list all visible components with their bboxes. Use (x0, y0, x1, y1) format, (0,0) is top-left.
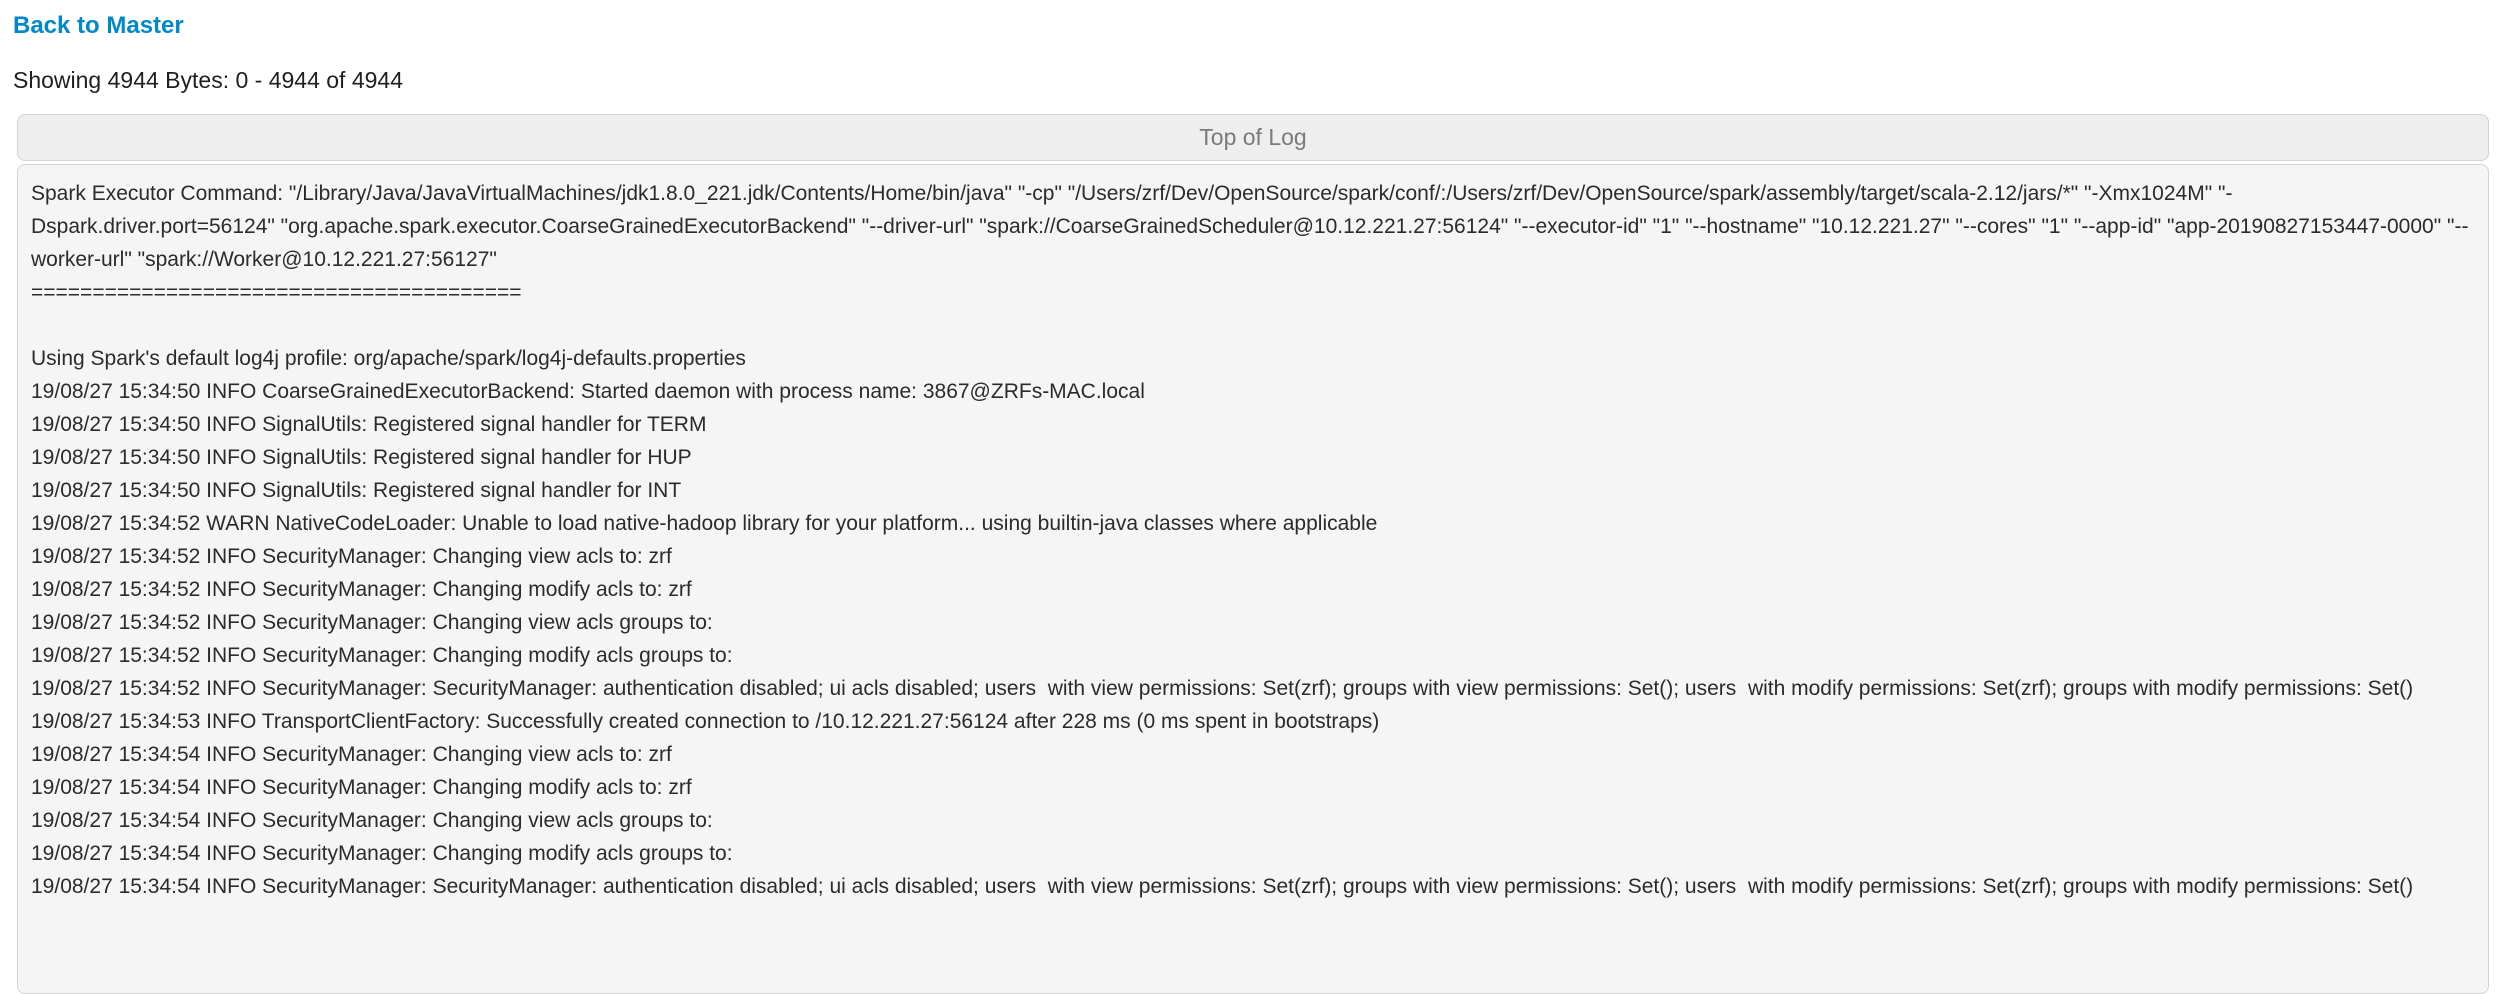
log-line: 19/08/27 15:34:54 INFO SecurityManager: SecurityManager: authentication disabled; ui acls disabled; users with view permissions: Set(zrf); groups with view permissions: Set(); users with modify permissions: Set(zrf); groups with modify permissions: Set() (31, 875, 2414, 898)
log-line: 19/08/27 15:34:53 INFO TransportClientFactory: Successfully created connection to /10.12.221.27:56124 after 228 ms (0 ms spent in bootstraps) (31, 710, 1380, 733)
log-line: 19/08/27 15:34:52 INFO SecurityManager: Changing modify acls groups to: (31, 644, 733, 667)
log-line: 19/08/27 15:34:52 INFO SecurityManager: Changing view acls to: zrf (31, 545, 672, 568)
log-line: 19/08/27 15:34:52 INFO SecurityManager: Changing view acls groups to: (31, 611, 713, 634)
top-of-log-bar (17, 114, 2489, 161)
top-of-log-label: Top of Log (1199, 124, 1307, 150)
log-line: ======================================== (31, 281, 522, 304)
log-line: 19/08/27 15:34:50 INFO SignalUtils: Registered signal handler for TERM (31, 413, 707, 436)
log-line: 19/08/27 15:34:54 INFO SecurityManager: Changing modify acls groups to: (31, 842, 733, 865)
log-line: 19/08/27 15:34:50 INFO SignalUtils: Registered signal handler for INT (31, 479, 682, 502)
log-line: 19/08/27 15:34:52 INFO SecurityManager: SecurityManager: authentication disabled; ui acls disabled; users with view permissions: Set(zrf); groups with view permissions: Set(); users with modify permissions: Set(zrf); groups with modify permissions: Set() (31, 677, 2414, 700)
log-line: 19/08/27 15:34:52 INFO SecurityManager: Changing modify acls to: zrf (31, 578, 692, 601)
log-line: 19/08/27 15:34:54 INFO SecurityManager: Changing modify acls to: zrf (31, 776, 692, 799)
log-line: 19/08/27 15:34:52 WARN NativeCodeLoader: Unable to load native-hadoop library for your platform... using builtin-java classes where applicable (31, 512, 1378, 535)
log-line: 19/08/27 15:34:50 INFO CoarseGrainedExecutorBackend: Started daemon with process name: 3867@ZRFs-MAC.local (31, 380, 1145, 403)
log-content (17, 164, 2489, 994)
log-line: Spark Executor Command: "/Library/Java/JavaVirtualMachines/jdk1.8.0_221.jdk/Contents/Home/bin/java" "-cp" "/Users/zrf/Dev/OpenSource/spark/conf/:/Users/zrf/Dev/OpenSource/spark/assembly/target/scala-2.12/jars/*" "-Xmx1024M" "-Dspark.driver.port=56124" "org.apache.spark.executor.CoarseGrainedExecutorBackend" "--driver-url" "spark://CoarseGrainedScheduler@10.12.221.27:56124" "--executor-id" "1" "--hostname" "10.12.221.27" "--cores" "1" "--app-id" "app-20190827153447-0000" "--worker-url" "spark://Worker@10.12.221.27:56127" (31, 182, 2469, 271)
log-line: Using Spark's default log4j profile: org/apache/spark/log4j-defaults.properties (31, 347, 746, 370)
log-line (31, 309, 2474, 342)
log-line: 19/08/27 15:34:54 INFO SecurityManager: Changing view acls groups to: (31, 809, 713, 832)
showing-bytes-text: Showing 4944 Bytes: 0 - 4944 of 4944 (13, 67, 404, 93)
log-line: 19/08/27 15:34:50 INFO SignalUtils: Registered signal handler for HUP (31, 446, 692, 469)
log-line: 19/08/27 15:34:54 INFO SecurityManager: Changing view acls to: zrf (31, 743, 672, 766)
back-to-master-link[interactable]: Back to Master (13, 12, 184, 39)
